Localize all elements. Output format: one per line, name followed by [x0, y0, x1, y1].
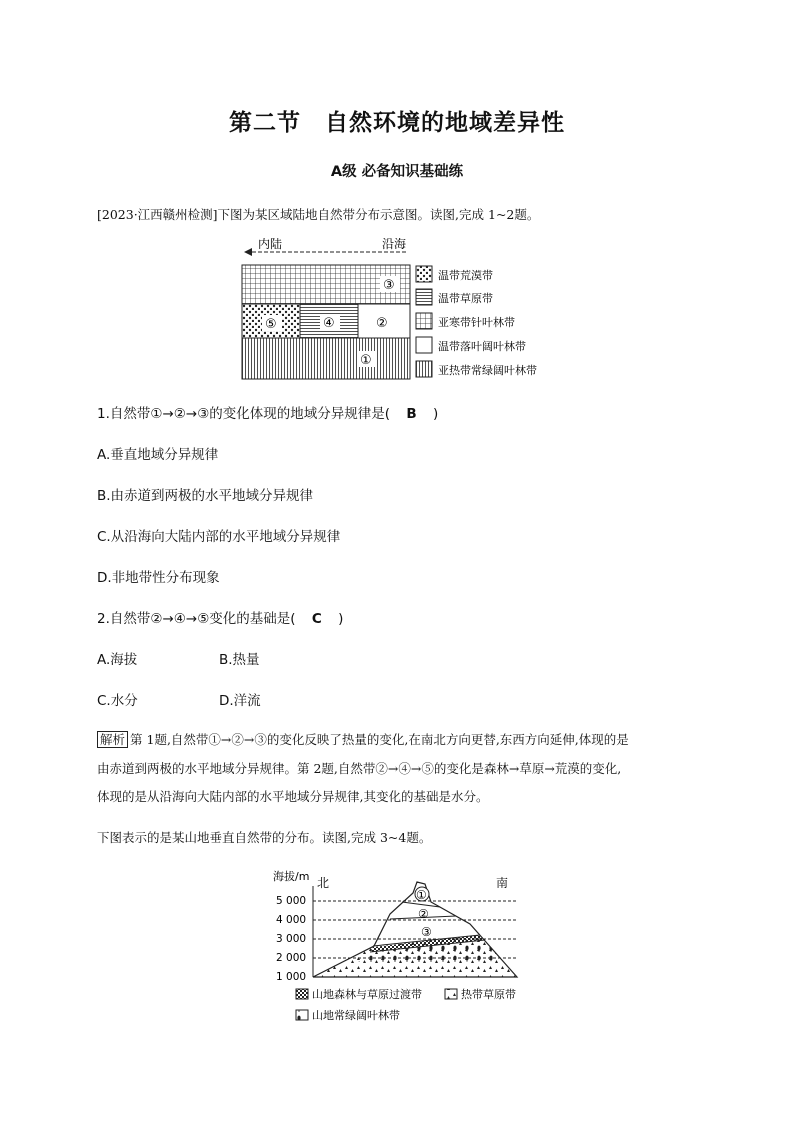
zone-2-label: ② — [376, 316, 388, 331]
zone-1-label: ① — [360, 353, 372, 368]
legend2-savanna: 热带草原带 — [461, 988, 516, 1001]
legend-swatch-deciduous — [416, 337, 432, 353]
q1-option-b: B.由赤道到两极的水平地域分异规律 — [97, 488, 314, 504]
y-axis-label: 海拔/m — [273, 870, 310, 883]
y-tick-1000: 1 000 — [276, 971, 307, 983]
question-1 — [97, 402, 438, 422]
q1-option-c: C.从沿海向大陆内部的水平地域分异规律 — [97, 529, 341, 545]
question-2 — [97, 607, 343, 627]
legend-evergreen: 亚热带常绿阔叶林带 — [438, 364, 537, 377]
arrow-head-icon — [244, 248, 252, 256]
analysis-line-2: 由赤道到两极的水平地域分异规律。第 2题,自然带②→④→⑤的变化是森林→草原→荒漠的变化, — [97, 761, 622, 776]
y-tick-2000: 2 000 — [276, 952, 307, 964]
question-2-answer: C — [311, 611, 322, 627]
legend2-evergreen: 山地常绿阔叶林带 — [312, 1009, 400, 1022]
mountain-zone-3-label: ③ — [421, 925, 432, 939]
zone-1 — [242, 338, 410, 379]
analysis-line-1 — [97, 730, 629, 748]
analysis-line-3: 体现的是从沿海向大陆内部的水平地域分异规律,其变化的基础是水分。 — [97, 789, 489, 804]
zone-5-label: ⑤ — [265, 317, 277, 332]
q2-option-d: D.洋流 — [219, 693, 261, 709]
natural-zone-figure — [230, 238, 560, 386]
page-title: 第二节 自然环境的地域差异性 — [229, 109, 565, 136]
legend-swatch-desert — [416, 266, 432, 282]
analysis-tag: 解析 — [97, 731, 128, 748]
legend-swatch-taiga — [416, 313, 432, 329]
legend2-transition: 山地森林与草原过渡带 — [312, 988, 422, 1001]
legend-deciduous: 温带落叶阔叶林带 — [438, 340, 526, 353]
question-2-stem: 2.自然带②→④→⑤变化的基础是( — [97, 611, 296, 627]
mountain-zone-2-label: ② — [418, 907, 429, 921]
section-subtitle: A级 必备知识基础练 — [330, 164, 464, 180]
analysis-text-1: 第 1题,自然带①→②→③的变化反映了热量的变化,在南北方向更替,东西方向延伸,体现的是 — [130, 732, 629, 747]
mountain-vertical-zone-figure — [270, 864, 540, 1032]
question-1-stem: 1.自然带①→②→③的变化体现的地域分异规律是( — [97, 406, 391, 422]
label-south: 南 — [496, 876, 509, 890]
question-1-close: ) — [432, 406, 439, 422]
q2-option-b: B.热量 — [219, 652, 260, 668]
legend-grassland: 温带草原带 — [438, 292, 493, 305]
y-tick-5000: 5 000 — [276, 895, 307, 907]
question-1-answer: B — [406, 406, 417, 422]
zone-4-label: ④ — [323, 316, 335, 331]
legend2-swatch-savanna — [445, 989, 457, 999]
legend2-swatch-evergreen — [296, 1010, 308, 1020]
y-tick-3000: 3 000 — [276, 933, 307, 945]
intro-question-3-4: 下图表示的是某山地垂直自然带的分布。读图,完成 3~4题。 — [97, 830, 432, 845]
q1-option-a: A.垂直地域分异规律 — [97, 447, 219, 463]
mountain-zone-1-label: ① — [416, 888, 427, 902]
intro-question-1-2: [2023·江西赣州检测]下图为某区域陆地自然带分布示意图。读图,完成 1~2题。 — [97, 207, 540, 222]
arrow-label-coastal: 沿海 — [382, 238, 407, 251]
legend-desert: 温带荒漠带 — [438, 269, 493, 282]
q2-option-a: A.海拔 — [97, 652, 138, 668]
legend2-swatch-transition — [296, 989, 308, 999]
y-tick-4000: 4 000 — [276, 914, 307, 926]
q2-option-c: C.水分 — [97, 693, 138, 709]
q1-option-d: D.非地带性分布现象 — [97, 570, 220, 586]
zone-3-label: ③ — [383, 278, 395, 293]
question-2-close: ) — [338, 611, 344, 627]
arrow-label-inland: 内陆 — [258, 238, 283, 251]
legend-swatch-grassland — [416, 289, 432, 305]
legend-taiga: 亚寒带针叶林带 — [438, 316, 515, 329]
legend-swatch-evergreen — [416, 361, 432, 377]
label-north: 北 — [317, 876, 330, 890]
